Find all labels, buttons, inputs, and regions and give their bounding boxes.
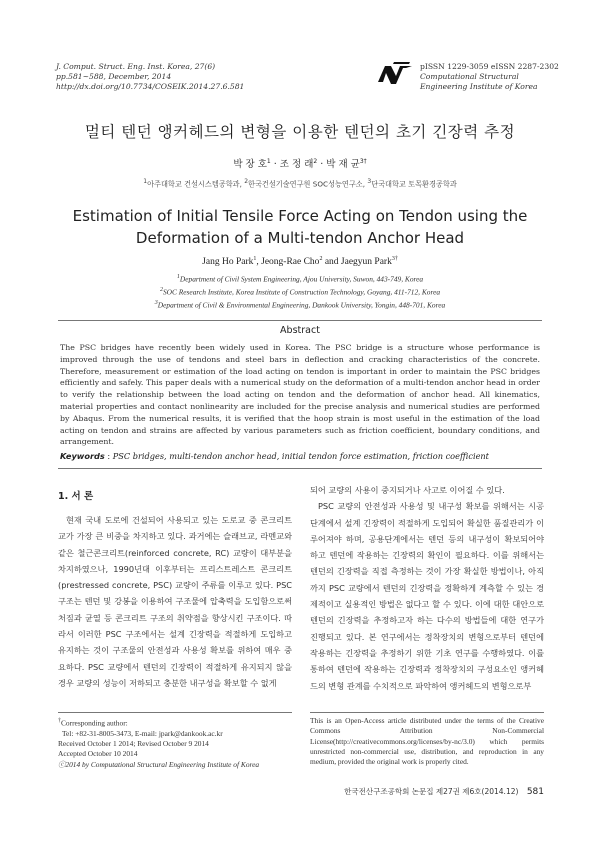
author-2: 조 정 래 [279, 159, 314, 170]
abstract-top-rule [58, 320, 542, 321]
license-footnote: This is an Open-Access article distributed under the terms of the Creative Commons Attribution Non-Commercial License(http://creativecommons.org/licenses/by-nc/3.0) which permits unrestricted non-commercial use, distribution, and reproduction in any medium, provided the original work is properly cited. [310, 716, 544, 767]
footnote-rule-right [310, 712, 544, 713]
paragraph: PSC 교량의 안전성과 사용성 및 내구성 확보를 위해서는 시공단계에서 설계 긴장력이 적절하게 도입되어 확실한 품질관리가 이루어져야 하며, 공용단계에서는 텐던 등의 내구성이 확보되어야 하고 텐던에 작용하는 긴장력의 확인이 필요하다. 이를 위해서는 텐던의 긴장력을 직접 측정하는 것이 가장 확실한 방법이나, 아직까지 PSC 교량에서 텐던의 긴장력을 정확하게 계측할 수 있는 경제적이고 실용적인 방법은 없다고 할 수 있다. 이에 대한 대안으로 텐던의 긴장력을 추정하고자 하는 다수의 방법들에 대한 연구가 진행되고 있다. 본 연구에서는 정착장치의 변형으로부터 텐던에 작용하는 긴장력을 추정하기 위한 기초 연구를 수행하였다. 이를 통하여 텐던에 작용하는 긴장력과 정착장치의 구성요소인 앵커헤드의 변형 관계를 수치적으로 파악하여 앵커헤드의 변형으로부 [310, 501, 544, 691]
citation-doi: http://dx.doi.org/10.7734/COSEIK.2014.27.6.581 [56, 82, 245, 91]
section-heading: 1. 서 론 [58, 491, 94, 502]
affiliation-3: $^3$Department of Civil & Environmental Engineering, Dankook University, Yongin, 448-701, Korea [154, 299, 446, 310]
affiliation-2: $^2$SOC Research Institute, Korea Institute of Construction Technology, Goyang, 411-712, Korea [159, 286, 441, 297]
page-number: 581 [526, 787, 544, 797]
abstract-bottom-rule [58, 468, 542, 469]
footer-journal: 한국전산구조공학회 논문집 제27권 제6호(2014.12) [344, 787, 519, 796]
affiliation-1: $^1$Department of Civil System Engineering, Ajou University, Suwon, 443-749, Korea [176, 274, 424, 284]
publisher-line2: Engineering Institute of Korea [420, 82, 538, 91]
journal-citation [56, 62, 244, 92]
copyright: ⓒ2014 by Computational Structural Engineering Institute of Korea [58, 759, 260, 769]
accepted-date: Accepted October 10 2014 [58, 749, 138, 759]
english-affiliations [0, 272, 600, 311]
footnote-rule-left [58, 712, 292, 713]
paragraph: 되어 교량의 사용이 중지되거나 사고로 이어질 수 있다. [310, 485, 505, 495]
issn: pISSN 1229-3059 eISSN 2287-2302 [420, 62, 559, 71]
citation-journal: J. Comput. Struct. Eng. Inst. Korea, 27(6) [56, 62, 216, 71]
author-1: 박 장 호 [233, 159, 267, 170]
left-column [58, 512, 292, 691]
page-footer [310, 786, 544, 797]
keywords-line: Keywords : PSC bridges, multi-tendon anchor head, initial tendon force estimation, friction coefficient [60, 451, 489, 461]
keywords-label: Keywords [60, 451, 105, 461]
english-title: Estimation of Initial Tensile Force Acting on Tendon using the Deformation of a Multi-tendon Anchor Head [72, 207, 528, 247]
citation-pages: pp.581~588, December, 2014 [56, 72, 172, 81]
korean-authors: 박 장 호$^1$ · 조 정 래$^2$ · 박 재 균$^{3\dagger}$ [233, 157, 367, 170]
abstract-text: The PSC bridges have recently been widely used in Korea. The PSC bridge is a structure whose performance is improved through the use of tendons and steel bars in deflection and cracking characteristics of the concrete. Therefore, measurement or estimation of the load acting on tendon is important in order to maintain the PSC bridges efficiently and safely. This paper deals with a numerical study on the deformation of a multi-tendon anchor head in order to verify the relationship between the load acting on tendon and the deformation of anchor head. All kinematics, material properties and contact nonlinearity are included for the precise analysis and numerical studies are performed by Abaqus. From the numerical results, it is verified that the hoop strain is most useful in the estimation of the load acting on tendon and strains are affected by various parameters such as friction coefficient, boundary conditions, and arrangement. [60, 343, 540, 447]
author-3: 박 재 균 [326, 159, 360, 170]
right-column [310, 482, 544, 694]
corresponding-label: Corresponding author: [61, 718, 128, 728]
korean-title: 멀티 텐던 앵커헤드의 변형을 이용한 텐던의 초기 긴장력 추정 [84, 123, 516, 141]
author-footnote: †Corresponding author: Tel: +82-31-8005-3473, E-mail: jpark@dankook.ac.kr Received October 1 2014; Revised October 9 2014 Accepted October 10 2014 ⓒ2014 by Computational Structural Engineering Institute of Korea [58, 716, 298, 770]
keywords-value: PSC bridges, multi-tendon anchor head, initial tendon force estimation, friction coefficient [112, 451, 489, 461]
received-date: Received October 1 2014; Revised October 9 2014 [58, 739, 209, 749]
institute-logo-icon [376, 60, 414, 88]
korean-affiliations: $^1$아주대학교 건설시스템공학과, $^2$한국건설기술연구원 SOC성능연구소, $^3$단국대학교 토목환경공학과 [143, 178, 457, 189]
contact-info: Tel: +82-31-8005-3473, E-mail: jpark@dankook.ac.kr [62, 728, 223, 738]
paragraph: 현재 국내 도로에 건설되어 사용되고 있는 도로교 중 콘크리트교가 가장 큰 비중을 차지하고 있다. 과거에는 슬래브교, 라멘교와 같은 철근콘크리트(reinforced concrete, RC) 교량이 대부분을 차지하였으나, 1990년대 이후부터는 프리스트레스트 콘크리트(prestressed concrete, PSC) 교량이 주류를 이루고 있다. PSC 구조는 텐던 및 강봉을 이용하여 구조물에 압축력을 도입함으로써 처짐과 균열 등 콘크리트 구조의 취약점을 향상시킨 구조이다. 따라서 이러한 PSC 구조에서는 설계 긴장력을 적절하게 도입하고 유지하는 것이 구조물의 안전성과 사용성 확보를 위하여 매우 중요하다. PSC 교량에서 텐던의 긴장력이 적절하게 유지되지 않을 경우 교량의 성능이 저하되고 충분한 내구성을 확보할 수 없게 [58, 515, 292, 688]
issn-block [420, 62, 559, 92]
english-authors: Jang Ho Park$^1$, Jeong-Rae Cho$^2$ and Jaegyun Park$^{3\dagger}$ [202, 256, 398, 268]
abstract-heading: Abstract [280, 325, 320, 336]
publisher-line1: Computational Structural [420, 72, 519, 81]
